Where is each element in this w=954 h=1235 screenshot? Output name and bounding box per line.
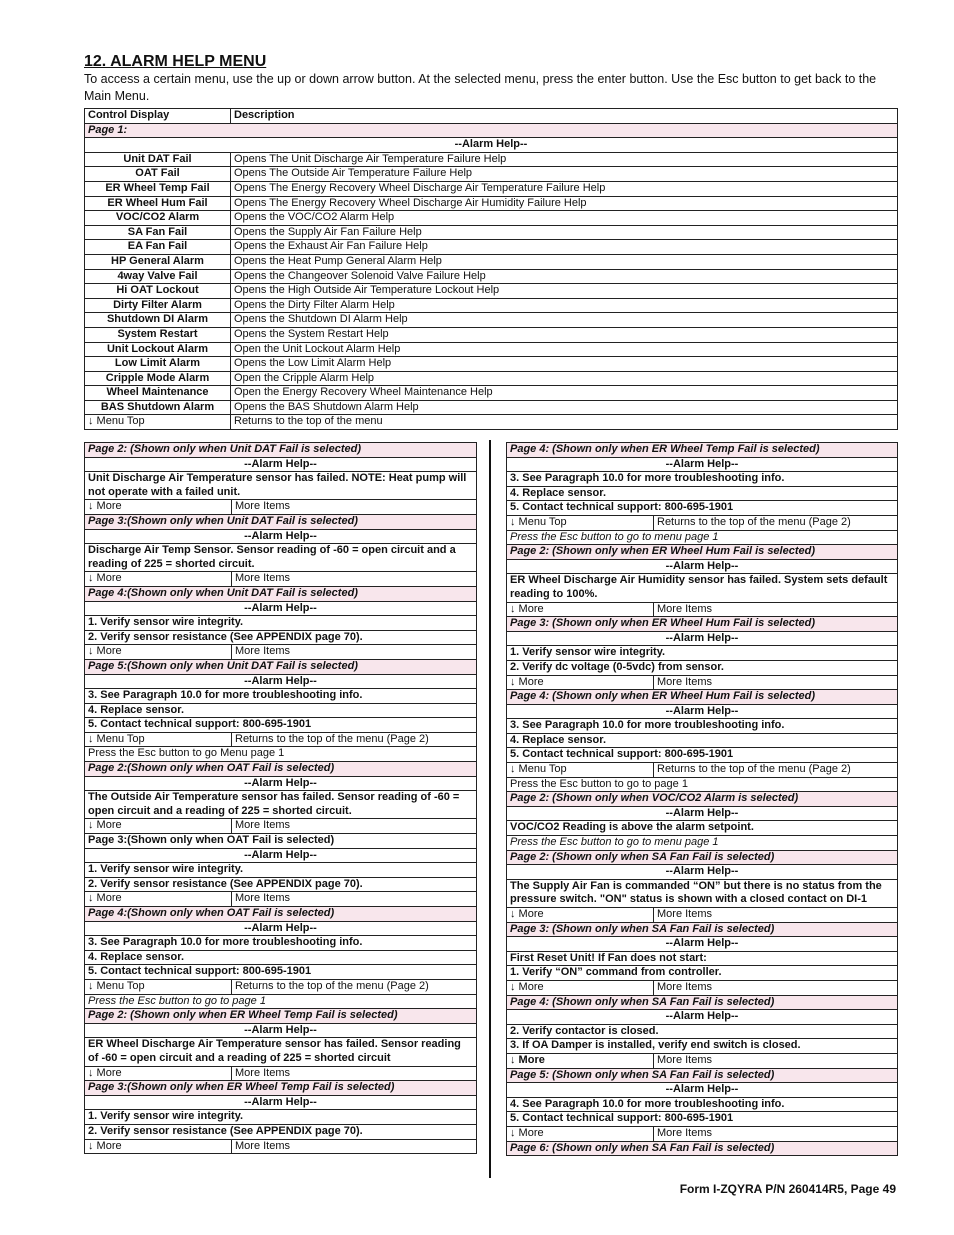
intro-paragraph: To access a certain menu, use the up or down arrow button. At the selected menu, press the enter button. Use the Esc button to get back to the Main Menu. [84,72,877,103]
nav-key-cell: ↓ More [507,980,654,995]
esc-note: Press the Esc button to go Menu page 1 [85,747,477,762]
help-row [85,586,477,601]
alarm-help-banner: --Alarm Help-- [507,806,898,821]
help-text: VOC/CO2 Reading is above the alarm setpoint. [507,821,898,836]
table-row [85,254,898,269]
control-display-cell: Low Limit Alarm [85,357,231,372]
help-text: 2. Verify sensor resistance (See APPENDIX page 70). [85,630,477,645]
help-row [85,1124,477,1139]
description-cell: Opens The Energy Recovery Wheel Discharge Air Temperature Failure Help [231,181,898,196]
page-heading: Page 4:(Shown only when Unit DAT Fail is selected) [85,586,477,601]
page-heading: Page 3: (Shown only when ER Wheel Hum Fail is selected) [507,617,898,632]
page-heading: Page 2: (Shown only when SA Fan Fail is selected) [507,850,898,865]
help-row [85,1009,477,1024]
alarm-help-banner: --Alarm Help-- [507,704,898,719]
help-row [507,1039,898,1054]
help-row [507,545,898,560]
column-divider [489,440,491,1178]
description-cell: Opens The Energy Recovery Wheel Discharge Air Humidity Failure Help [231,196,898,211]
help-row [507,530,898,545]
page-heading: Page 2: (Shown only when ER Wheel Hum Fail is selected) [507,545,898,560]
help-row [507,806,898,821]
help-row [85,472,477,500]
help-row [507,1083,898,1098]
table-row [85,400,898,415]
control-display-cell: SA Fan Fail [85,225,231,240]
section-title: 12. ALARM HELP MENU [84,53,267,70]
help-row [507,1112,898,1127]
help-row [85,863,477,878]
table-row [85,269,898,284]
alarm-help-banner: --Alarm Help-- [85,1023,477,1038]
nav-key-cell: ↓ More [507,675,654,690]
table-row [85,298,898,313]
page-heading: Page 2: (Shown only when Unit DAT Fail is selected) [85,443,477,458]
help-row [507,1068,898,1083]
alarm-help-banner: --Alarm Help-- [507,1083,898,1098]
table-row [85,386,898,401]
help-row [507,908,898,923]
nav-key-cell: ↓ Menu Top [85,732,232,747]
table-row [85,167,898,182]
nav-key-cell: ↓ More [85,500,232,515]
help-row [507,617,898,632]
nav-description-cell: More Items [654,602,898,617]
table-header-row [85,109,898,124]
control-display-cell: EA Fan Fail [85,240,231,255]
help-row [85,979,477,994]
page-heading: Page 4: (Shown only when SA Fan Fail is selected) [507,995,898,1010]
control-display-cell: Unit Lockout Alarm [85,342,231,357]
help-row [507,1053,898,1068]
control-display-cell: Wheel Maintenance [85,386,231,401]
page-heading: Page 5:(Shown only when Unit DAT Fail is selected) [85,659,477,674]
help-row [85,1038,477,1066]
help-row [507,850,898,865]
esc-note: Press the Esc button to go to page 1 [85,994,477,1009]
page-heading: Page 3: (Shown only when SA Fan Fail is selected) [507,922,898,937]
menu-top-key: ↓ Menu Top [85,415,231,430]
help-row [85,443,477,458]
page-heading: Page 4:(Shown only when OAT Fail is selected) [85,907,477,922]
table-row [85,284,898,299]
alarm-help-banner: --Alarm Help-- [85,529,477,544]
help-text: The Outside Air Temperature sensor has failed. Sensor reading of -60 = open circuit and a reading of 225 = shorted circuit. [85,791,477,819]
esc-note: Press the Esc button to go to page 1 [507,777,898,792]
description-cell: Open the Energy Recovery Wheel Maintenance Help [231,386,898,401]
page-heading: Page 2:(Shown only when OAT Fail is selected) [85,762,477,777]
help-text: 1. Verify sensor wire integrity. [85,863,477,878]
table-row [85,313,898,328]
nav-description-cell: Returns to the top of the menu (Page 2) [654,763,898,778]
right-help-table [506,442,898,1156]
help-row [85,630,477,645]
control-display-cell: System Restart [85,327,231,342]
alarm-help-banner: --Alarm Help-- [85,921,477,936]
help-row [507,486,898,501]
alarm-help-banner: --Alarm Help-- [85,848,477,863]
table-row [85,371,898,386]
control-display-cell: Unit DAT Fail [85,152,231,167]
nav-description-cell: More Items [232,1139,477,1154]
nav-description-cell: Returns to the top of the menu (Page 2) [654,515,898,530]
help-row [85,674,477,689]
help-row [85,645,477,660]
help-row [85,791,477,819]
help-row [507,690,898,705]
help-row [85,601,477,616]
control-display-cell: Hi OAT Lockout [85,284,231,299]
help-text: 5. Contact technical support: 800-695-1901 [507,748,898,763]
esc-note: Press the Esc button to go to menu page 1 [507,836,898,851]
page-heading: Page 2: (Shown only when ER Wheel Temp Fail is selected) [85,1009,477,1024]
help-row [85,762,477,777]
help-text: The Supply Air Fan is commanded “ON” but there is no status from the pressure switch. "ON" status is shown with a closed contact on DI-1 [507,879,898,907]
help-row [507,763,898,778]
nav-key-cell: ↓ Menu Top [507,515,654,530]
help-row [507,836,898,851]
help-row [85,572,477,587]
help-row [507,443,898,458]
control-display-cell: 4way Valve Fail [85,269,231,284]
table-row [85,152,898,167]
nav-description-cell: More Items [232,645,477,660]
help-row [85,732,477,747]
page-label: Page 1: [85,123,898,138]
control-display-cell: ER Wheel Hum Fail [85,196,231,211]
nav-description-cell: Returns to the top of the menu (Page 2) [232,732,477,747]
control-display-cell: VOC/CO2 Alarm [85,211,231,226]
help-text: 1. Verify sensor wire integrity. [507,646,898,661]
help-row [85,514,477,529]
nav-key-cell: ↓ More [507,1126,654,1141]
page-footer: Form I-ZQYRA P/N 260414R5, Page 49 [679,1182,896,1196]
help-text: ER Wheel Discharge Air Temperature sensor has failed. Sensor reading of -60 = open circuit and a reading of 225 = shorted circuit [85,1038,477,1066]
help-text: 4. Replace sensor. [507,733,898,748]
control-display-cell: OAT Fail [85,167,231,182]
help-row [507,457,898,472]
help-text: 1. Verify “ON” command from controller. [507,966,898,981]
page-heading: Page 6: (Shown only when SA Fan Fail is selected) [507,1141,898,1156]
nav-key-cell: ↓ More [85,1066,232,1081]
description-cell: Opens the Shutdown DI Alarm Help [231,313,898,328]
table-row [85,181,898,196]
help-row [507,937,898,952]
help-row [85,1139,477,1154]
alarm-help-banner: --Alarm Help-- [85,776,477,791]
help-text: 1. Verify sensor wire integrity. [85,1110,477,1125]
table-row [85,357,898,372]
help-row [507,748,898,763]
description-cell: Open the Unit Lockout Alarm Help [231,342,898,357]
help-row [85,1081,477,1096]
nav-key-cell: ↓ More [507,1053,654,1068]
help-row [507,922,898,937]
help-row [507,1141,898,1156]
control-display-cell: Cripple Mode Alarm [85,371,231,386]
nav-key-cell: ↓ More [85,645,232,660]
help-row [85,616,477,631]
help-row [507,966,898,981]
control-display-cell: ER Wheel Temp Fail [85,181,231,196]
description-cell: Opens The Outside Air Temperature Failure Help [231,167,898,182]
help-row [85,544,477,572]
nav-description-cell: More Items [654,1053,898,1068]
control-display-cell: Shutdown DI Alarm [85,313,231,328]
help-row [85,994,477,1009]
page-heading: Page 3:(Shown only when Unit DAT Fail is selected) [85,514,477,529]
help-row [85,659,477,674]
page-label-row [85,123,898,138]
description-cell: Opens the Supply Air Fan Failure Help [231,225,898,240]
help-text: Page 3:(Shown only when OAT Fail is selected) [85,834,477,849]
help-row [507,675,898,690]
alarm-help-banner: --Alarm Help-- [507,559,898,574]
control-display-cell: HP General Alarm [85,254,231,269]
menu-top-description: Returns to the top of the menu [231,415,898,430]
help-row [85,950,477,965]
alarm-help-banner: --Alarm Help-- [85,138,898,153]
right-column [506,442,898,1156]
help-text: 2. Verify dc voltage (0-5vdc) from sensor. [507,660,898,675]
alarm-help-banner: --Alarm Help-- [507,1010,898,1025]
description-cell: Opens the VOC/CO2 Alarm Help [231,211,898,226]
left-column [84,442,477,1154]
help-row [85,892,477,907]
nav-description-cell: More Items [654,1126,898,1141]
help-row [507,646,898,661]
help-row [85,529,477,544]
help-row [507,995,898,1010]
help-row [507,821,898,836]
description-cell: Opens the Exhaust Air Fan Failure Help [231,240,898,255]
help-row [85,1110,477,1125]
help-row [85,834,477,849]
description-cell: Opens the BAS Shutdown Alarm Help [231,400,898,415]
help-row [507,472,898,487]
help-text: 3. See Paragraph 10.0 for more troubleshooting info. [85,689,477,704]
nav-description-cell: More Items [654,980,898,995]
help-text: 2. Verify sensor resistance (See APPENDIX page 70). [85,877,477,892]
nav-key-cell: ↓ More [85,819,232,834]
help-row [85,848,477,863]
help-row [507,733,898,748]
help-text: 4. Replace sensor. [507,486,898,501]
help-text: 5. Contact technical support: 800-695-1901 [507,1112,898,1127]
help-row [507,1024,898,1039]
help-text: 2. Verify contactor is closed. [507,1024,898,1039]
banner-row [85,138,898,153]
help-row [507,704,898,719]
help-text: 1. Verify sensor wire integrity. [85,616,477,631]
nav-key-cell: ↓ More [85,1139,232,1154]
help-row [85,1066,477,1081]
left-help-table [84,442,477,1154]
nav-key-cell: ↓ Menu Top [85,979,232,994]
description-cell: Opens the System Restart Help [231,327,898,342]
help-row [507,1126,898,1141]
nav-description-cell: Returns to the top of the menu (Page 2) [232,979,477,994]
help-row [85,776,477,791]
help-row [85,1023,477,1038]
help-row [507,865,898,880]
help-text: 5. Contact technical support: 800-695-1901 [85,965,477,980]
help-row [85,877,477,892]
help-row [85,457,477,472]
alarm-help-banner: --Alarm Help-- [507,865,898,880]
help-row [85,936,477,951]
help-row [85,819,477,834]
help-row [507,602,898,617]
nav-key-cell: ↓ Menu Top [507,763,654,778]
nav-description-cell: More Items [232,1066,477,1081]
description-cell: Open the Cripple Alarm Help [231,371,898,386]
help-row [85,965,477,980]
nav-description-cell: More Items [232,892,477,907]
page-heading: Page 3:(Shown only when ER Wheel Temp Fail is selected) [85,1081,477,1096]
help-row [507,879,898,907]
nav-description-cell: More Items [654,908,898,923]
help-row [507,501,898,516]
help-text: 4. Replace sensor. [85,703,477,718]
alarm-help-banner: --Alarm Help-- [507,457,898,472]
help-text: 3. See Paragraph 10.0 for more troubleshooting info. [507,472,898,487]
alarm-help-banner: --Alarm Help-- [85,601,477,616]
help-row [507,980,898,995]
help-text: Discharge Air Temp Sensor. Sensor reading of -60 = open circuit and a reading of 225 = shorted circuit. [85,544,477,572]
page-heading: Page 2: (Shown only when VOC/CO2 Alarm is selected) [507,792,898,807]
help-row [507,631,898,646]
help-row [507,515,898,530]
help-text: 4. Replace sensor. [85,950,477,965]
help-row [85,921,477,936]
description-cell: Opens The Unit Discharge Air Temperature Failure Help [231,152,898,167]
nav-key-cell: ↓ More [85,892,232,907]
nav-key-cell: ↓ More [85,572,232,587]
nav-description-cell: More Items [232,500,477,515]
header-control-display: Control Display [85,109,231,124]
alarm-help-banner: --Alarm Help-- [507,631,898,646]
alarm-help-banner: --Alarm Help-- [85,1095,477,1110]
table-row [85,342,898,357]
help-text: 3. See Paragraph 10.0 for more troubleshooting info. [507,719,898,734]
table-row [85,327,898,342]
page-heading: Page 4: (Shown only when ER Wheel Temp Fail is selected) [507,443,898,458]
help-text: 3. See Paragraph 10.0 for more troubleshooting info. [85,936,477,951]
help-row [85,500,477,515]
nav-description-cell: More Items [654,675,898,690]
help-text: ER Wheel Discharge Air Humidity sensor has failed. System sets default reading to 100%. [507,574,898,602]
control-display-cell: BAS Shutdown Alarm [85,400,231,415]
help-row [507,719,898,734]
table-row [85,240,898,255]
alarm-help-menu-table [84,108,898,430]
esc-note: Press the Esc button to go to menu page 1 [507,530,898,545]
alarm-help-banner: --Alarm Help-- [85,674,477,689]
control-display-cell: Dirty Filter Alarm [85,298,231,313]
help-row [507,660,898,675]
help-row [85,718,477,733]
help-text: Unit Discharge Air Temperature sensor has failed. NOTE: Heat pump will not operate with a failed unit. [85,472,477,500]
table-row [85,225,898,240]
help-row [85,1095,477,1110]
help-row [507,951,898,966]
help-row [507,574,898,602]
help-row [507,777,898,792]
page-heading: Page 5: (Shown only when SA Fan Fail is selected) [507,1068,898,1083]
help-text: 4. See Paragraph 10.0 for more troubleshooting info. [507,1097,898,1112]
description-cell: Opens the Low Limit Alarm Help [231,357,898,372]
nav-key-cell: ↓ More [507,908,654,923]
help-row [85,689,477,704]
help-text: First Reset Unit! If Fan does not start: [507,951,898,966]
description-cell: Opens the Changeover Solenoid Valve Failure Help [231,269,898,284]
help-row [507,792,898,807]
description-cell: Opens the Heat Pump General Alarm Help [231,254,898,269]
help-row [85,907,477,922]
help-row [507,1010,898,1025]
help-row [85,703,477,718]
help-text: 5. Contact technical support: 800-695-1901 [85,718,477,733]
alarm-help-banner: --Alarm Help-- [507,937,898,952]
help-row [507,559,898,574]
description-cell: Opens the Dirty Filter Alarm Help [231,298,898,313]
menu-top-row [85,415,898,430]
help-row [507,1097,898,1112]
page-heading: Page 4: (Shown only when ER Wheel Hum Fail is selected) [507,690,898,705]
help-text: 5. Contact technical support: 800-695-1901 [507,501,898,516]
help-row [85,747,477,762]
header-description: Description [231,109,898,124]
help-text: 3. If OA Damper is installed, verify end switch is closed. [507,1039,898,1054]
description-cell: Opens the High Outside Air Temperature Lockout Help [231,284,898,299]
alarm-help-banner: --Alarm Help-- [85,457,477,472]
help-text: 2. Verify sensor resistance (See APPENDIX page 70). [85,1124,477,1139]
nav-key-cell: ↓ More [507,602,654,617]
table-row [85,211,898,226]
nav-description-cell: More Items [232,819,477,834]
nav-description-cell: More Items [232,572,477,587]
table-row [85,196,898,211]
